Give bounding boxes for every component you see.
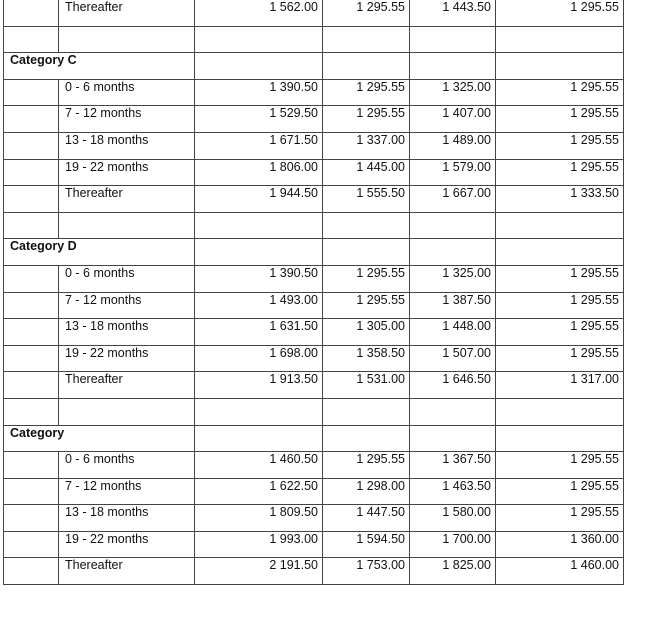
empty-cell <box>496 239 624 266</box>
value-cell: 1 295.55 <box>496 345 624 372</box>
value-cell: 1 445.00 <box>323 159 410 186</box>
value-cell: 1 944.50 <box>195 186 323 213</box>
table-row <box>4 0 624 26</box>
value-cell: 1 594.50 <box>323 531 410 558</box>
indent-cell <box>4 79 59 106</box>
value-cell: 1 295.55 <box>496 159 624 186</box>
value-cell: 1 360.00 <box>496 531 624 558</box>
indent-cell <box>4 452 59 479</box>
row-label: Thereafter <box>59 186 195 213</box>
value-cell: 1 622.50 <box>195 478 323 505</box>
value-cell: 1 531.00 <box>323 372 410 399</box>
spacer-row <box>4 26 624 53</box>
wage-rate-table <box>3 0 624 585</box>
empty-cell <box>410 425 496 452</box>
value-cell: 1 489.00 <box>410 132 496 159</box>
table-body <box>4 0 624 585</box>
indent-cell <box>4 372 59 399</box>
value-cell: 1 631.50 <box>195 319 323 346</box>
spacer-row <box>4 212 624 239</box>
value-cell: 1 825.00 <box>410 558 496 585</box>
indent-cell <box>4 292 59 319</box>
row-label: 19 - 22 months <box>59 531 195 558</box>
empty-cell <box>195 398 323 425</box>
value-cell: 1 295.55 <box>496 79 624 106</box>
value-cell: 1 295.55 <box>323 79 410 106</box>
value-cell: 1 809.50 <box>195 505 323 532</box>
empty-cell <box>4 212 59 239</box>
empty-cell <box>410 239 496 266</box>
category-title: Category C <box>4 53 195 80</box>
value-cell: 1 295.55 <box>496 132 624 159</box>
value-cell: 1 753.00 <box>323 558 410 585</box>
indent-cell <box>4 106 59 133</box>
category-header-row <box>4 53 624 80</box>
table-row <box>4 319 624 346</box>
empty-cell <box>59 212 195 239</box>
indent-cell <box>4 0 59 26</box>
value-cell: 1 295.55 <box>323 0 410 26</box>
empty-cell <box>323 53 410 80</box>
value-cell: 1 387.50 <box>410 292 496 319</box>
value-cell: 1 295.55 <box>323 292 410 319</box>
row-label: 7 - 12 months <box>59 106 195 133</box>
indent-cell <box>4 558 59 585</box>
table-row <box>4 505 624 532</box>
category-header-row <box>4 239 624 266</box>
empty-cell <box>496 53 624 80</box>
empty-cell <box>410 53 496 80</box>
indent-cell <box>4 345 59 372</box>
value-cell: 1 407.00 <box>410 106 496 133</box>
indent-cell <box>4 505 59 532</box>
table-row <box>4 159 624 186</box>
value-cell: 1 295.55 <box>496 106 624 133</box>
category-title: Category <box>4 425 195 452</box>
value-cell: 1 806.00 <box>195 159 323 186</box>
value-cell: 1 305.00 <box>323 319 410 346</box>
empty-cell <box>59 26 195 53</box>
value-cell: 1 325.00 <box>410 79 496 106</box>
table-row <box>4 372 624 399</box>
indent-cell <box>4 132 59 159</box>
value-cell: 1 913.50 <box>195 372 323 399</box>
indent-cell <box>4 319 59 346</box>
value-cell: 1 443.50 <box>410 0 496 26</box>
value-cell: 1 295.55 <box>496 265 624 292</box>
empty-cell <box>195 53 323 80</box>
value-cell: 1 295.55 <box>496 292 624 319</box>
value-cell: 1 333.50 <box>496 186 624 213</box>
empty-cell <box>323 212 410 239</box>
value-cell: 1 295.55 <box>496 452 624 479</box>
value-cell: 1 698.00 <box>195 345 323 372</box>
empty-cell <box>496 425 624 452</box>
table-row <box>4 345 624 372</box>
value-cell: 1 295.55 <box>323 452 410 479</box>
value-cell: 1 358.50 <box>323 345 410 372</box>
table-row <box>4 452 624 479</box>
value-cell: 1 671.50 <box>195 132 323 159</box>
table-row <box>4 132 624 159</box>
value-cell: 2 191.50 <box>195 558 323 585</box>
value-cell: 1 317.00 <box>496 372 624 399</box>
row-label: 7 - 12 months <box>59 292 195 319</box>
empty-cell <box>59 398 195 425</box>
empty-cell <box>496 212 624 239</box>
value-cell: 1 529.50 <box>195 106 323 133</box>
category-title: Category D <box>4 239 195 266</box>
value-cell: 1 337.00 <box>323 132 410 159</box>
empty-cell <box>323 239 410 266</box>
value-cell: 1 390.50 <box>195 265 323 292</box>
table-row <box>4 292 624 319</box>
value-cell: 1 463.50 <box>410 478 496 505</box>
category-header-row <box>4 425 624 452</box>
value-cell: 1 460.50 <box>195 452 323 479</box>
value-cell: 1 295.55 <box>496 0 624 26</box>
spacer-row <box>4 398 624 425</box>
indent-cell <box>4 531 59 558</box>
indent-cell <box>4 186 59 213</box>
value-cell: 1 295.55 <box>496 505 624 532</box>
empty-cell <box>195 26 323 53</box>
row-label: 13 - 18 months <box>59 505 195 532</box>
table-row <box>4 265 624 292</box>
value-cell: 1 298.00 <box>323 478 410 505</box>
empty-cell <box>195 212 323 239</box>
empty-cell <box>195 239 323 266</box>
empty-cell <box>323 26 410 53</box>
value-cell: 1 646.50 <box>410 372 496 399</box>
empty-cell <box>496 26 624 53</box>
row-label: 13 - 18 months <box>59 132 195 159</box>
value-cell: 1 295.55 <box>496 478 624 505</box>
value-cell: 1 295.55 <box>323 106 410 133</box>
empty-cell <box>323 425 410 452</box>
row-label: 19 - 22 months <box>59 345 195 372</box>
empty-cell <box>410 398 496 425</box>
table-row <box>4 531 624 558</box>
row-label: 0 - 6 months <box>59 452 195 479</box>
row-label: Thereafter <box>59 372 195 399</box>
empty-cell <box>195 425 323 452</box>
table-row <box>4 558 624 585</box>
value-cell: 1 460.00 <box>496 558 624 585</box>
table-row <box>4 186 624 213</box>
value-cell: 1 555.50 <box>323 186 410 213</box>
value-cell: 1 295.55 <box>496 319 624 346</box>
empty-cell <box>4 26 59 53</box>
empty-cell <box>323 398 410 425</box>
row-label: 19 - 22 months <box>59 159 195 186</box>
empty-cell <box>496 398 624 425</box>
value-cell: 1 447.50 <box>323 505 410 532</box>
row-label: 0 - 6 months <box>59 79 195 106</box>
empty-cell <box>4 398 59 425</box>
value-cell: 1 667.00 <box>410 186 496 213</box>
value-cell: 1 993.00 <box>195 531 323 558</box>
value-cell: 1 367.50 <box>410 452 496 479</box>
empty-cell <box>410 26 496 53</box>
row-label: Thereafter <box>59 558 195 585</box>
empty-cell <box>410 212 496 239</box>
table-row <box>4 79 624 106</box>
value-cell: 1 507.00 <box>410 345 496 372</box>
indent-cell <box>4 478 59 505</box>
row-label: Thereafter <box>59 0 195 26</box>
value-cell: 1 700.00 <box>410 531 496 558</box>
value-cell: 1 579.00 <box>410 159 496 186</box>
value-cell: 1 562.00 <box>195 0 323 26</box>
value-cell: 1 493.00 <box>195 292 323 319</box>
table-row <box>4 478 624 505</box>
row-label: 13 - 18 months <box>59 319 195 346</box>
value-cell: 1 448.00 <box>410 319 496 346</box>
value-cell: 1 580.00 <box>410 505 496 532</box>
indent-cell <box>4 265 59 292</box>
row-label: 0 - 6 months <box>59 265 195 292</box>
value-cell: 1 390.50 <box>195 79 323 106</box>
table-row <box>4 106 624 133</box>
indent-cell <box>4 159 59 186</box>
value-cell: 1 325.00 <box>410 265 496 292</box>
value-cell: 1 295.55 <box>323 265 410 292</box>
row-label: 7 - 12 months <box>59 478 195 505</box>
